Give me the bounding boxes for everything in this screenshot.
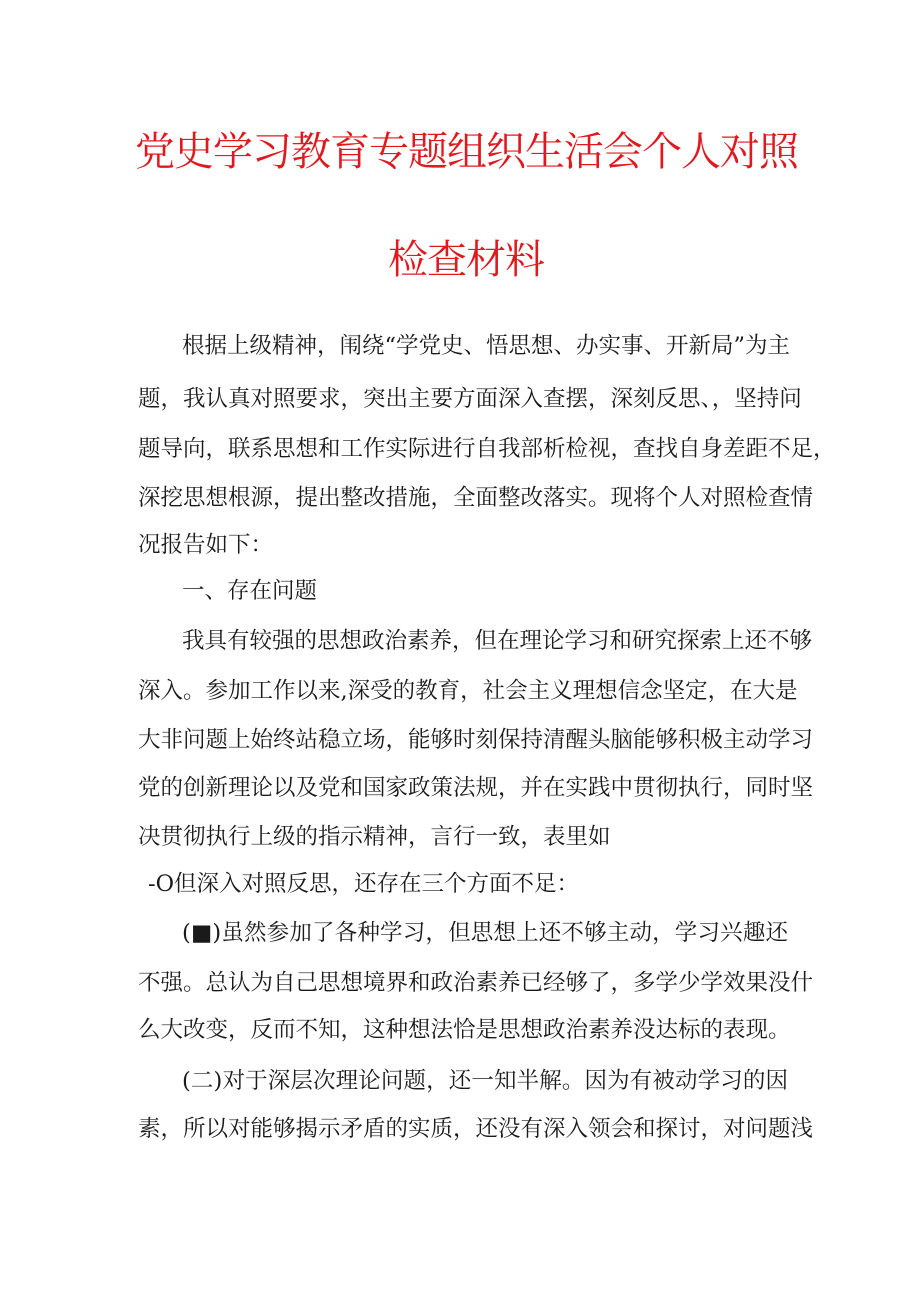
body-line: 题，我认真对照要求，突出主要方面深入查摆，深刻反思、，坚持问 xyxy=(138,386,802,412)
body-line: 党的创新理论以及党和国家政策法规，并在实践中贯彻执行，同时坚 xyxy=(138,775,814,801)
document-title-line-2: 检查材料 xyxy=(388,237,544,283)
body-line: 根据上级精神，闱绕“学党史、悟思想、办实事、开新局”为主 xyxy=(182,333,791,359)
body-line: 深挖思想根源，提出整改措施，全面整改落实。现将个人对照检查情 xyxy=(138,485,814,511)
body-line: 我具有较强的思想政治素养，但在理论学习和研究探索上还不够 xyxy=(182,628,813,654)
section-heading: 一、存在问题 xyxy=(182,578,318,604)
body-line: 大非问题上始终站稳立场，能够时刻保持清醒头脑能够积极主动学习 xyxy=(138,727,814,753)
body-line: 决贯彻执行上级的指示精神，言行一致，表里如 xyxy=(138,824,611,850)
document-title-line-1: 党史学习教育专题组织生活会个人对照 xyxy=(135,129,798,175)
body-line: (■)虽然参加了各种学习，但思想上还不够主动，学习兴趣还 xyxy=(182,920,788,946)
body-line: 素，所以对能够揭示矛盾的实质，还没有深入领会和探讨，对问题浅 xyxy=(138,1116,814,1142)
body-line: 不强。总认为自己思想境界和政治素养已经够了，多学少学效果没什 xyxy=(138,970,814,996)
body-line: 况报告如下： xyxy=(138,532,274,558)
body-line: -O但深入对照反思，还存在三个方面不足： xyxy=(148,871,580,897)
body-line: 么大改变，反而不知，这种想法恰是思想政治素养没达标的表现。 xyxy=(138,1017,791,1043)
body-line: 题导向，联系思想和工作实际进行自我部析检视，查找自身差距不足， xyxy=(138,436,836,462)
body-line: 深入。参加工作以来,深受的教育，社会主义理想信念坚定，在大是 xyxy=(138,678,798,704)
body-line: (二)对于深层次理论问题，还一知半解。因为有被动学习的因 xyxy=(182,1068,788,1094)
